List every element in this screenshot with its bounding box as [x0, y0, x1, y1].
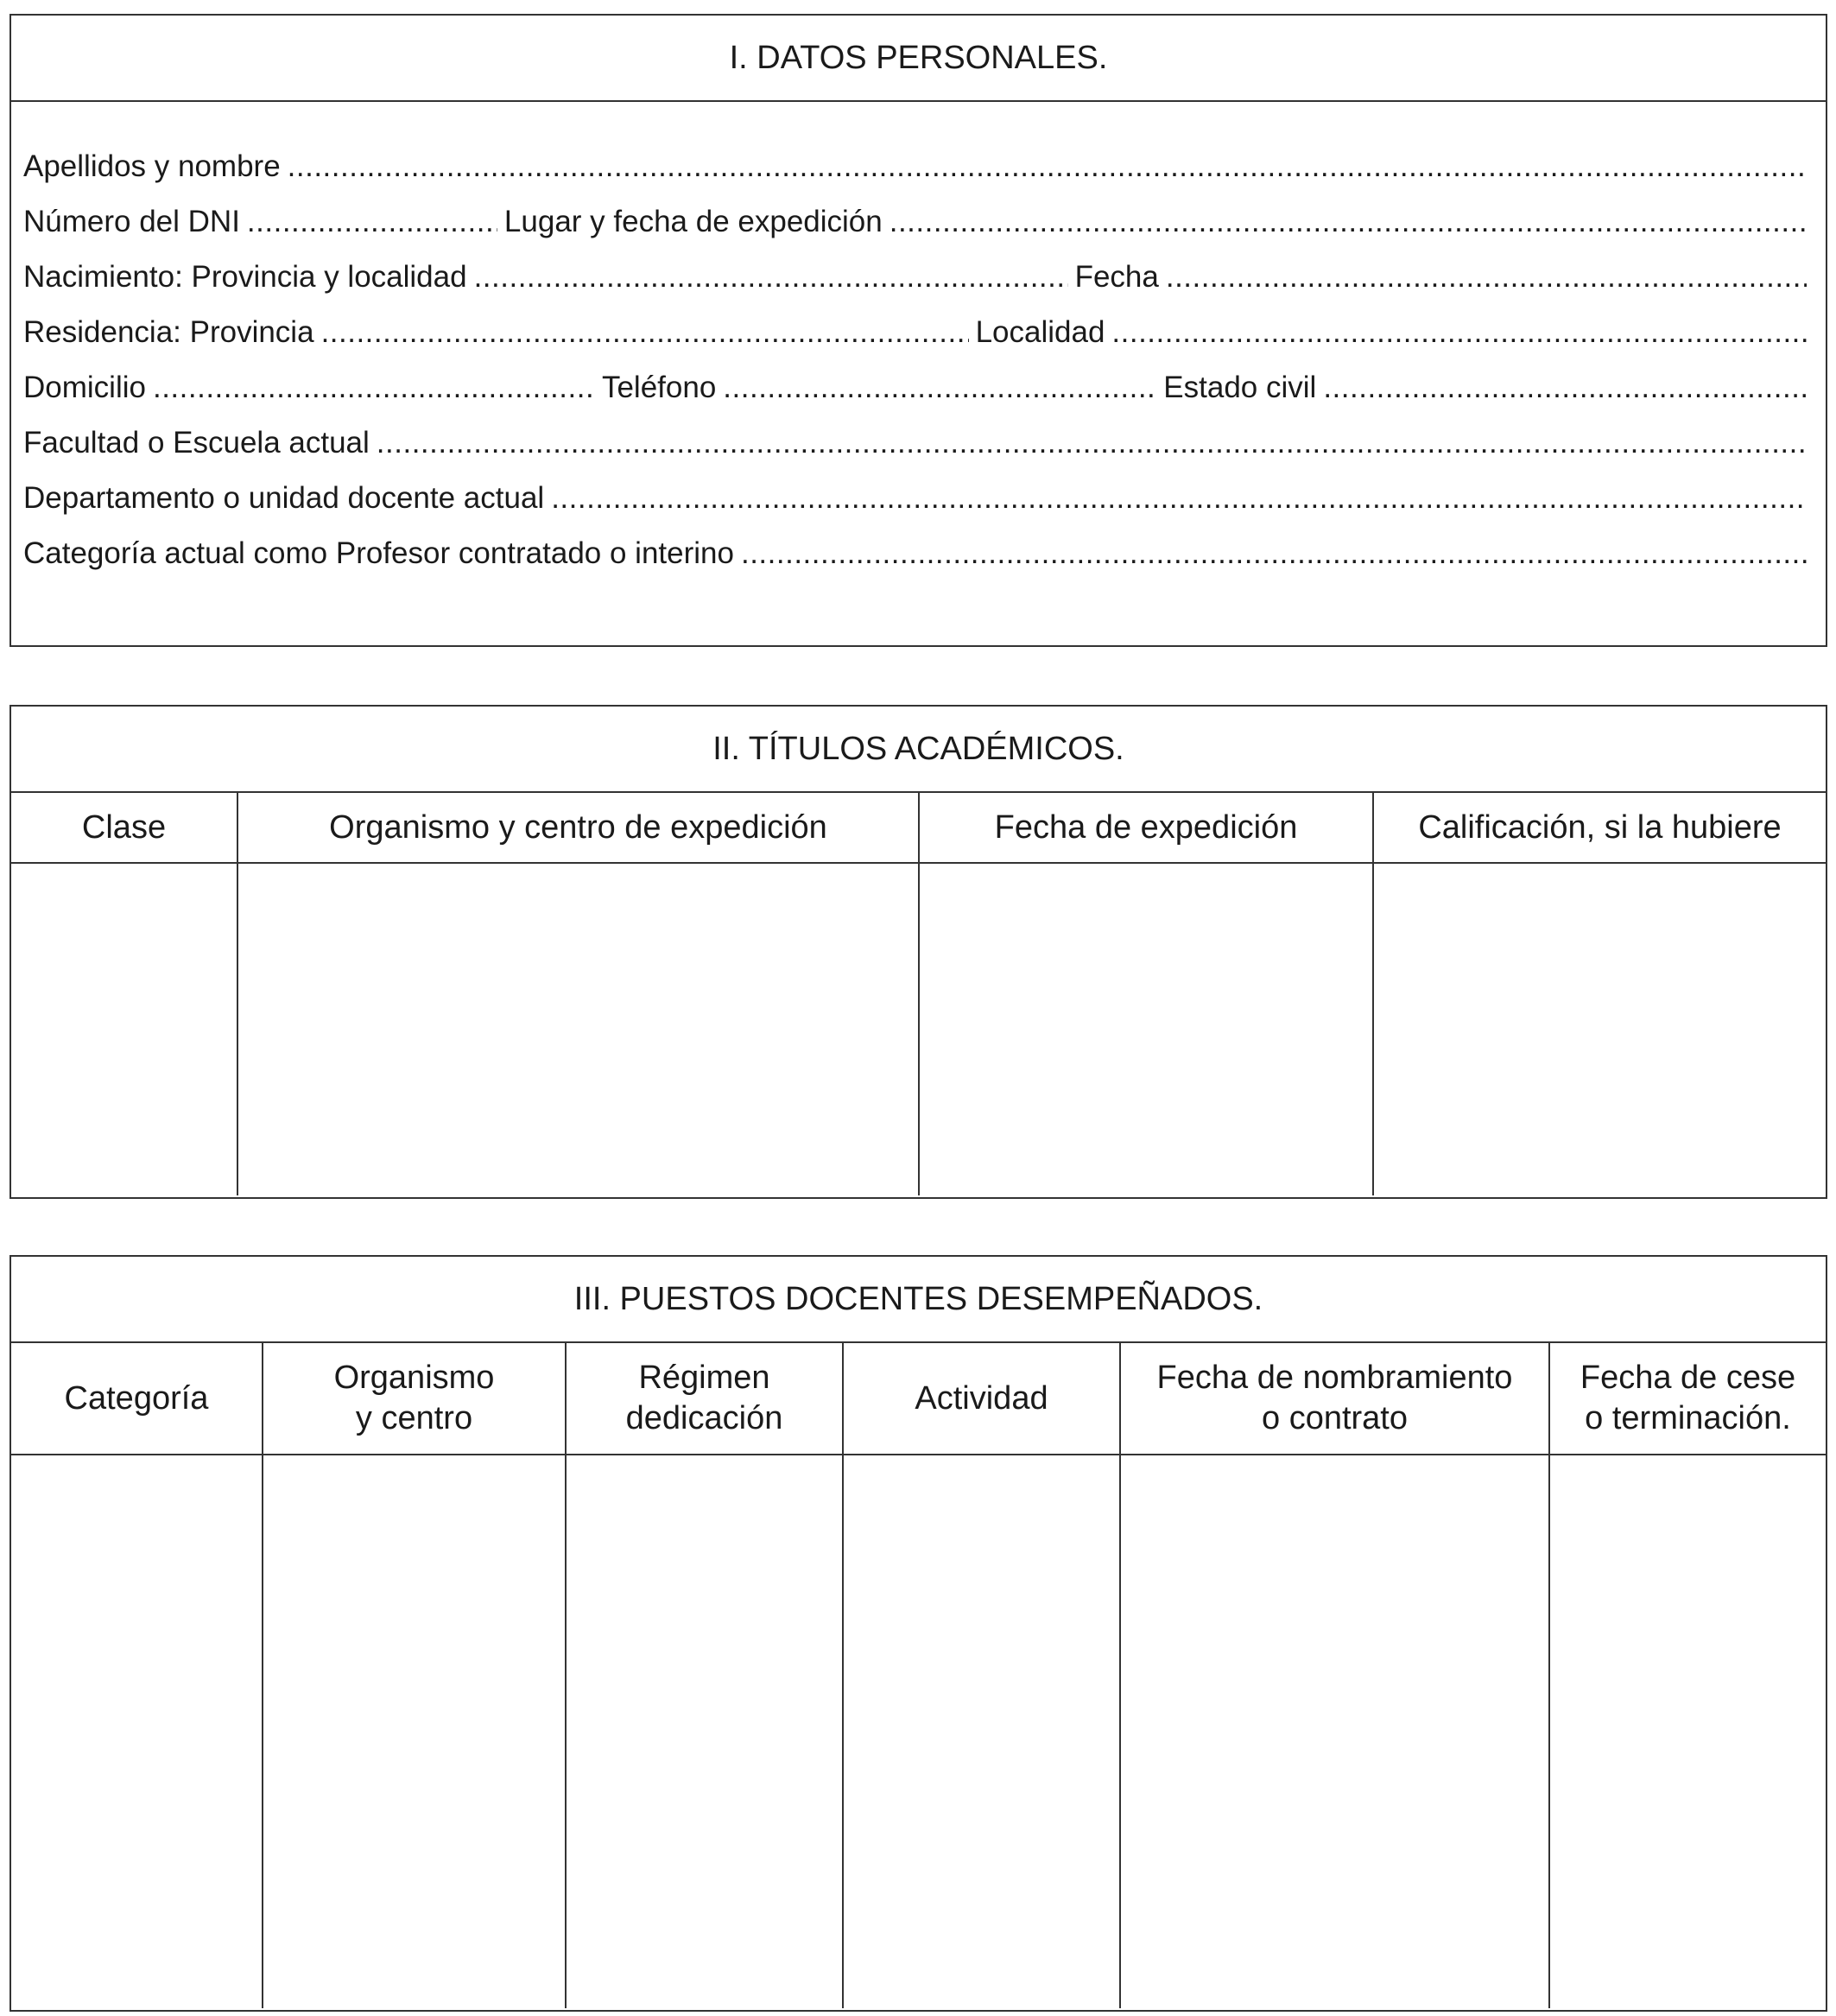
- dni-label: Número del DNI: [23, 205, 240, 238]
- datos-personales-section: [9, 14, 1827, 647]
- col-fecha-nombramiento: [1120, 1343, 1549, 1455]
- categoria-field[interactable]: [741, 536, 1807, 571]
- localidad-field[interactable]: [1111, 315, 1807, 350]
- nacimiento-label: Nacimiento: Provincia y localidad: [23, 260, 467, 294]
- col-nombramiento-line1: Fecha de nombramiento: [1156, 1360, 1513, 1396]
- col-nombramiento-line2: o contrato: [1262, 1400, 1408, 1436]
- col-organismo-centro-expedicion: Organismo y centro de expedición: [237, 793, 919, 863]
- col-categoria-line1: Categoría: [64, 1379, 209, 1417]
- datos-personales-fields: [11, 102, 1826, 592]
- col-regimen-dedicacion: [566, 1343, 843, 1455]
- col-regimen-line2: dedicación: [625, 1400, 783, 1436]
- col-organismo-line2: y centro: [355, 1400, 473, 1436]
- titulos-header-row: [11, 793, 1826, 863]
- cell-clase[interactable]: [11, 863, 237, 1195]
- cell-fecha-nombramiento[interactable]: [1120, 1455, 1549, 2008]
- categoria-label: Categoría actual como Profesor contratado o interino: [23, 536, 734, 570]
- col-cese-line2: o terminación.: [1585, 1400, 1791, 1436]
- telefono-label: Teléfono: [601, 371, 717, 404]
- lugar-fecha-field[interactable]: [890, 205, 1807, 239]
- estado-civil-label: Estado civil: [1163, 371, 1317, 404]
- cell-regimen[interactable]: [566, 1455, 843, 2008]
- cell-categoria[interactable]: [11, 1455, 263, 2008]
- row-dni: [23, 205, 1807, 260]
- col-organismo-centro: [263, 1343, 566, 1455]
- departamento-field[interactable]: [551, 481, 1807, 516]
- col-calificacion: Calificación, si la hubiere: [1373, 793, 1826, 863]
- telefono-field[interactable]: [723, 371, 1156, 405]
- lugar-fecha-label: Lugar y fecha de expedición: [503, 205, 883, 238]
- row-facultad: [23, 426, 1807, 481]
- domicilio-field[interactable]: [153, 371, 595, 405]
- row-nacimiento: [23, 260, 1807, 315]
- titulos-table: [11, 793, 1826, 1195]
- residencia-field[interactable]: [321, 315, 969, 350]
- apellidos-field[interactable]: [288, 149, 1807, 184]
- cell-organismo-centro[interactable]: [263, 1455, 566, 2008]
- col-categoria: [11, 1343, 263, 1455]
- col-actividad: [843, 1343, 1120, 1455]
- nacimiento-field[interactable]: [474, 260, 1068, 295]
- estado-civil-field[interactable]: [1323, 371, 1807, 405]
- col-actividad-line1: Actividad: [915, 1379, 1048, 1417]
- fecha-label: Fecha: [1074, 260, 1159, 294]
- facultad-label: Facultad o Escuela actual: [23, 426, 370, 460]
- row-residencia: [23, 315, 1807, 371]
- col-fecha-cese: [1549, 1343, 1826, 1455]
- titulos-academicos-section: [9, 705, 1827, 1199]
- row-domicilio: [23, 371, 1807, 426]
- departamento-label: Departamento o unidad docente actual: [23, 481, 545, 515]
- col-cese-line1: Fecha de cese: [1580, 1360, 1796, 1396]
- puestos-data-row: [11, 1455, 1826, 2008]
- row-departamento: [23, 481, 1807, 536]
- titulos-academicos-title: II. TÍTULOS ACADÉMICOS.: [11, 707, 1826, 793]
- row-categoria: [23, 536, 1807, 592]
- cell-calificacion[interactable]: [1373, 863, 1826, 1195]
- facultad-field[interactable]: [377, 426, 1807, 460]
- fecha-field[interactable]: [1166, 260, 1807, 295]
- puestos-table: [11, 1343, 1826, 2008]
- titulos-data-row: [11, 863, 1826, 1195]
- cell-actividad[interactable]: [843, 1455, 1120, 2008]
- col-regimen-line1: Régimen: [638, 1360, 770, 1396]
- puestos-docentes-title: III. PUESTOS DOCENTES DESEMPEÑADOS.: [11, 1257, 1826, 1343]
- puestos-header-row: [11, 1343, 1826, 1455]
- puestos-docentes-section: [9, 1255, 1827, 2012]
- datos-personales-title: I. DATOS PERSONALES.: [11, 16, 1826, 102]
- col-organismo-line1: Organismo: [333, 1360, 495, 1396]
- col-clase: Clase: [81, 808, 167, 846]
- col-fecha-expedicion: Fecha de expedición: [919, 793, 1373, 863]
- row-apellidos: [23, 149, 1807, 205]
- cell-organismo[interactable]: [237, 863, 919, 1195]
- domicilio-label: Domicilio: [23, 371, 146, 404]
- apellidos-label: Apellidos y nombre: [23, 149, 281, 183]
- residencia-label: Residencia: Provincia: [23, 315, 314, 349]
- cell-fecha-cese[interactable]: [1549, 1455, 1826, 2008]
- dni-field[interactable]: [247, 205, 497, 239]
- localidad-label: Localidad: [975, 315, 1105, 349]
- cell-fecha-expedicion[interactable]: [919, 863, 1373, 1195]
